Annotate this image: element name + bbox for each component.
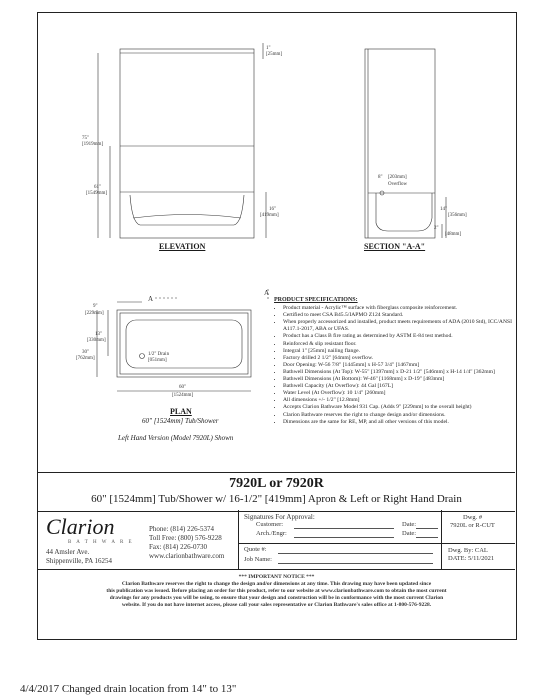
dwg-label: Dwg. # bbox=[463, 514, 483, 521]
dim-mid: 61" bbox=[94, 185, 102, 190]
dim-apron-mm: [419mm] bbox=[260, 213, 279, 218]
website[interactable]: www.clarionbathware.com bbox=[149, 552, 225, 560]
info-block bbox=[38, 510, 515, 570]
quote-label: Quote #: bbox=[244, 546, 267, 553]
section-title: SECTION "A-A" bbox=[364, 242, 426, 251]
spec-item: • Water Level (At Overflow): 10 1/4" [260mm] bbox=[283, 390, 512, 397]
spec-item: • Product has a Class B fire rating as determined by ASTM E-84 test method. bbox=[283, 333, 512, 340]
spec-item: • Door Opening: W-56 7/8" [1445mm] x H-57 3/4" [1467mm] bbox=[283, 362, 512, 369]
arch-label: Arch./Engr: bbox=[256, 530, 287, 537]
section-outline bbox=[365, 49, 435, 238]
dim-2-mm: [48mm] bbox=[445, 232, 462, 237]
plan-dim-13: 13" bbox=[95, 332, 103, 337]
job-field[interactable] bbox=[278, 563, 433, 564]
version-note: Left Hand Version (Model 7920L) Shown bbox=[118, 434, 234, 442]
section-marker-right: A bbox=[264, 289, 270, 297]
spec-item: • Clarion Bathware reserves the right to change design and/or dimensions. bbox=[283, 412, 512, 419]
phone: Phone: (814) 226-5374 bbox=[149, 525, 214, 533]
plan-subtitle: 60" [1524mm] Tub/Shower bbox=[142, 417, 219, 425]
dim-14: 14" bbox=[440, 207, 448, 212]
customer-label: Customer: bbox=[256, 521, 284, 528]
arch-date-field[interactable] bbox=[416, 537, 438, 538]
drawing-sheet bbox=[37, 12, 517, 640]
notice-line: Clarion Bathware reserves the right to change the design and/or dimensions at any time. This drawing may have been updated since bbox=[121, 581, 432, 587]
divider bbox=[441, 510, 442, 569]
company-logo: Clarion bbox=[46, 514, 115, 539]
plan-drain: 1/2" Drain bbox=[148, 352, 170, 357]
arch-date-label: Date: bbox=[402, 530, 417, 537]
notice-line: this publication was issued. Before placing an order for this product, refer to our website at www.clarionbathware.com to obtain the most current bbox=[106, 588, 447, 594]
spec-item: • All dimensions +/- 1/2" [12.8mm] bbox=[283, 397, 512, 404]
dim-overall: 75" bbox=[82, 136, 90, 141]
arch-field[interactable] bbox=[294, 537, 394, 538]
elevation-title: ELEVATION bbox=[159, 242, 206, 251]
plan-title: PLAN bbox=[170, 407, 192, 416]
customer-date-label: Date: bbox=[402, 521, 417, 528]
revision-note: 4/4/2017 Changed drain location from 14" to 13" bbox=[20, 683, 237, 695]
spec-item: • Accepts Clarion Bathware Model 931 Cap. (Adds 9" [229mm] to the overall height) bbox=[283, 404, 512, 411]
spec-item: • Bathwell Dimensions (At Top): W-55" [1397mm] x D-21 1/2" [546mm] x H-14 1/4" [362mm] bbox=[283, 369, 512, 376]
plan-dim-60: 60" bbox=[179, 385, 187, 390]
plan-dim-9-mm: [229mm] bbox=[85, 311, 104, 316]
divider bbox=[238, 543, 441, 544]
fax: Fax: (814) 226-0730 bbox=[149, 543, 207, 551]
customer-date-field[interactable] bbox=[416, 528, 438, 529]
spec-item: • Dimensions are the same for RE, MP, and all other versions of this model. bbox=[283, 419, 512, 426]
notice-line: drawings for any products you will be using, to ensure that your design and construction will be in conformance with the most current Clarion bbox=[109, 595, 444, 601]
spec-item: • Product material - Acrylic™ surface with fiberglass composite reinforcement. bbox=[283, 305, 512, 312]
elevation-tub-curve bbox=[130, 195, 244, 225]
toll-free: Toll Free: (800) 576-9228 bbox=[149, 534, 222, 542]
dim-2: 2" bbox=[434, 226, 439, 231]
plan-drain-circle bbox=[140, 354, 145, 359]
section-tub bbox=[376, 193, 432, 231]
spec-item: • Bathwell Capacity (At Overflow): 44 Gal [167L] bbox=[283, 383, 512, 390]
section-marker-left: A bbox=[148, 295, 154, 303]
plan-basin bbox=[126, 320, 242, 368]
drawing-date: DATE: 5/11/2021 bbox=[448, 555, 495, 562]
spec-item: • Integral 1" [25mm] nailing flange. bbox=[283, 348, 512, 355]
company-logo-sub: B A T H W A R E bbox=[68, 540, 134, 545]
plan-dim-9: 9" bbox=[93, 304, 98, 309]
customer-field[interactable] bbox=[294, 528, 394, 529]
drawn-by: Dwg. By: CAL bbox=[448, 547, 488, 554]
dim-top: 1" bbox=[266, 46, 271, 51]
dim-mid-mm: [1549mm] bbox=[86, 191, 108, 196]
elevation-outline bbox=[120, 49, 254, 238]
dwg-value: 7920L or R-CUT bbox=[450, 522, 495, 529]
plan-drain-mm: [051mm] bbox=[148, 358, 167, 363]
quote-field[interactable] bbox=[278, 553, 433, 554]
title-band bbox=[38, 472, 515, 512]
divider bbox=[441, 543, 515, 544]
model-description: 60" [1524mm] Tub/Shower w/ 16-1/2" [419mm] Apron & Left or Right Hand Drain bbox=[91, 493, 462, 505]
approval-heading: Signatures For Approval: bbox=[244, 513, 315, 521]
dim-apron: 16" bbox=[269, 207, 277, 212]
plan-dim-30-mm: [762mm] bbox=[76, 356, 95, 361]
specs-list bbox=[274, 305, 512, 426]
spec-item: • Certified to meet CSA B45.5/IAPMO Z124 Standard. bbox=[283, 312, 512, 319]
spec-item: • Reinforced & slip resistant floor. bbox=[283, 341, 512, 348]
plan-dim-60-mm: [1524mm] bbox=[172, 393, 194, 398]
model-number: 7920L or 7920R bbox=[229, 476, 324, 491]
spec-item: • When properly accessorized and installed, product meets requirements of ADA (2010 Std), ICC/ANSI A117.1-2017, ABA or UFAS. bbox=[283, 319, 512, 333]
specs-heading: PRODUCT SPECIFICATIONS: bbox=[274, 297, 358, 303]
plan-dim-30: 30" bbox=[82, 350, 90, 355]
plan-dim-13-mm: [330mm] bbox=[87, 338, 106, 343]
dim-overall-mm: [1919mm] bbox=[82, 142, 104, 147]
product-specifications bbox=[274, 297, 512, 426]
notice-line: website. If you do not have internet access, please call your sales representative or Clarion Bathware's sales office at 1-800-576-9228. bbox=[121, 602, 432, 608]
address-line-1: 44 Amsler Ave. bbox=[46, 548, 90, 556]
dim-top-mm: [25mm] bbox=[266, 52, 283, 57]
spec-item: • Bathwell Dimensions (At Bottom): W-46" [1168mm] x D-19" [483mm] bbox=[283, 376, 512, 383]
dim-14-mm: [356mm] bbox=[448, 213, 467, 218]
overflow-label: Overflow bbox=[388, 182, 408, 187]
divider bbox=[238, 510, 239, 569]
job-label: Job Name: bbox=[244, 556, 272, 563]
overflow-mm: [203mm] bbox=[388, 175, 407, 180]
spec-item: • Factory drilled 2 1/2" [64mm] overflow. bbox=[283, 355, 512, 362]
overflow-dim: 8" bbox=[378, 175, 383, 180]
notice-heading: *** IMPORTANT NOTICE *** bbox=[238, 574, 315, 580]
address-line-2: Shippenville, PA 16254 bbox=[46, 557, 113, 565]
important-notice bbox=[38, 574, 515, 609]
